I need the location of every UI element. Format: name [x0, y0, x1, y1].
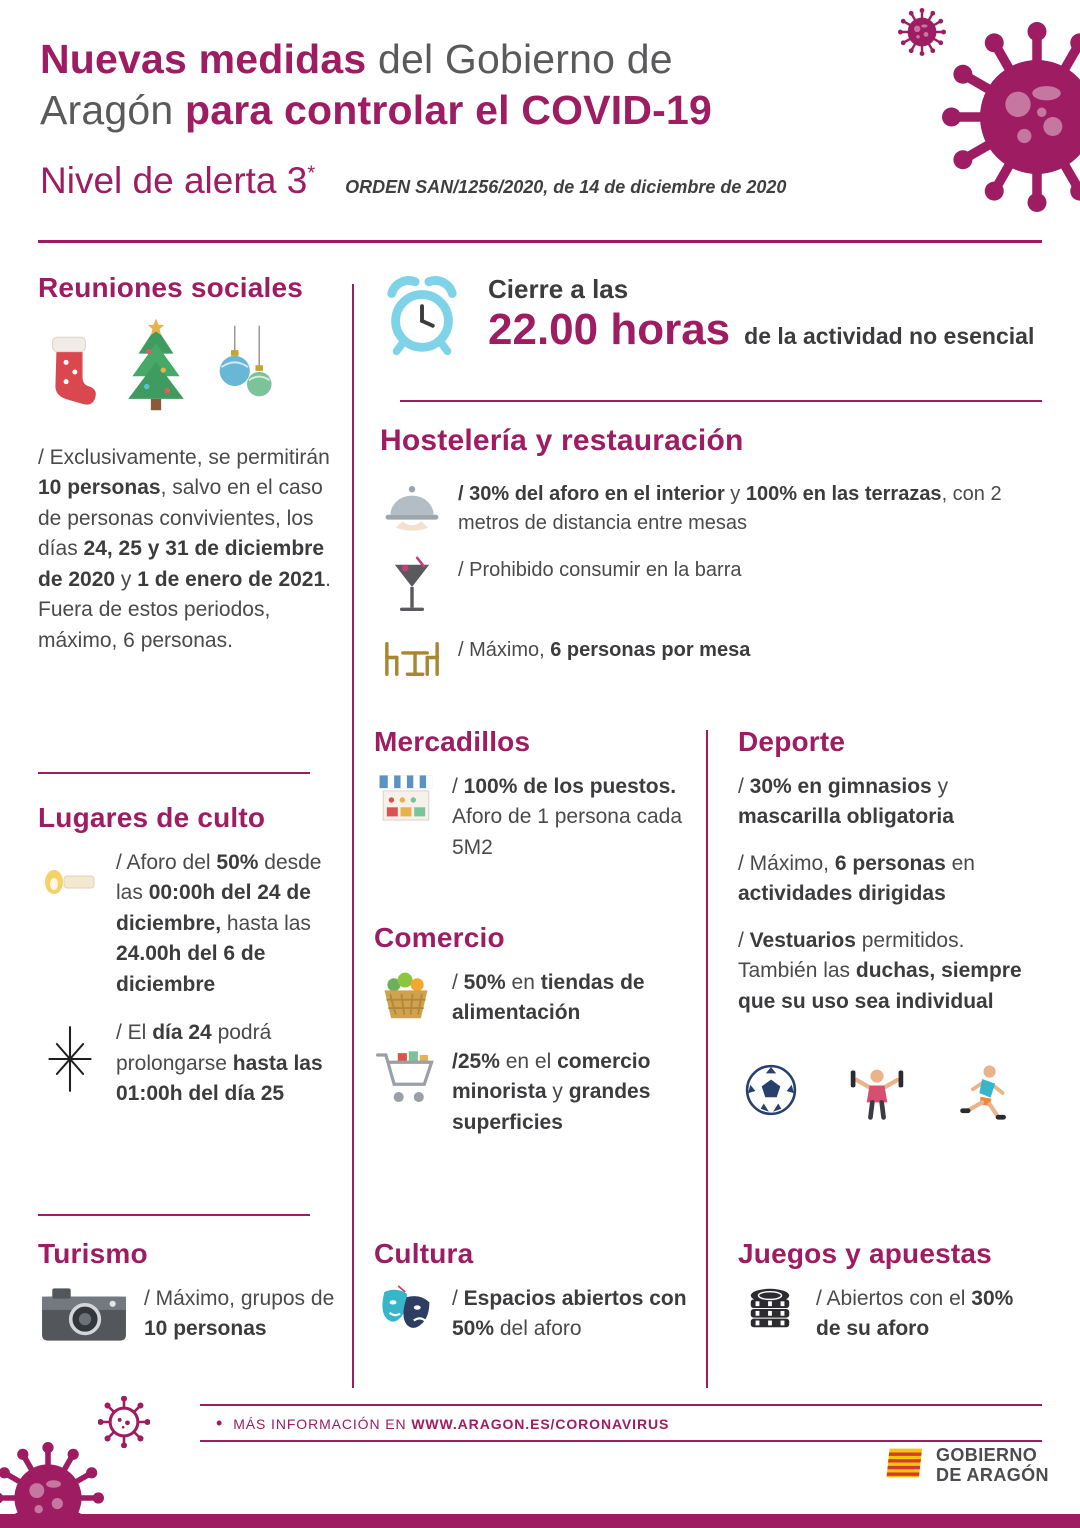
section-lugares-de-culto: [38, 802, 342, 1128]
christmas-tree-icon: [120, 318, 192, 419]
list-item: [38, 1018, 342, 1109]
section-hosteleria: [380, 424, 1042, 700]
section-title-hosteleria: Hostelería y restauración: [380, 424, 744, 457]
page-title-line1: Nuevas medidas del Gobierno de: [40, 36, 673, 82]
section-title-mercadillos: Mercadillos: [374, 726, 531, 757]
header-divider: [38, 240, 1042, 243]
list-item: [374, 1047, 688, 1138]
bullet-icon: •: [216, 1413, 224, 1433]
footer-divider-bottom: [200, 1440, 1042, 1442]
logo-text: [936, 1446, 1049, 1485]
section-reuniones-sociales: [38, 272, 338, 656]
christmas-icons-row: [40, 318, 338, 419]
section-comercio: [374, 922, 688, 1156]
candle-icon: [38, 862, 102, 902]
rule-text: / Abiertos con el 30% de su aforo: [816, 1287, 1014, 1341]
list-item: [374, 1284, 696, 1345]
list-item: [38, 848, 342, 1000]
theater-masks-icon: [374, 1284, 438, 1338]
closure-banner: [378, 272, 1042, 365]
serving-dish-icon: [380, 480, 444, 532]
cocktail-icon: [380, 556, 444, 618]
rule-text: / 50% en tiendas de alimentación: [452, 971, 645, 1025]
rule-text: / 100% de los puestos. Aforo de 1 persona cada 5M2: [452, 775, 682, 859]
order-reference: ORDEN SAN/1256/2020, de 14 de diciembre de 2020: [345, 176, 787, 197]
section-juegos-apuestas: [738, 1238, 1042, 1363]
shopping-cart-icon: [374, 1047, 438, 1105]
stocking-icon: [40, 330, 98, 419]
list-item: [380, 636, 1042, 682]
footer-divider-top: [200, 1404, 1042, 1406]
baubles-icon: [214, 324, 280, 419]
alert-level: Nivel de alerta 3*: [40, 159, 316, 201]
rule-text: / Máximo, 6 personas en actividades dirigidas: [738, 851, 975, 906]
virus-outline-icon: [98, 1396, 150, 1453]
left-divider-2: [38, 1214, 310, 1216]
camera-icon: [38, 1284, 130, 1344]
aragon-flag-icon: [884, 1446, 926, 1485]
star-icon: [38, 1024, 102, 1094]
logo-line1: GOBIERNO: [936, 1445, 1038, 1466]
section-title-deporte: Deporte: [738, 726, 846, 757]
left-divider-1: [38, 772, 310, 774]
food-basket-icon: [374, 968, 438, 1022]
closure-divider: [400, 400, 1042, 402]
section-mercadillos: [374, 726, 688, 881]
running-icon: [956, 1063, 1012, 1128]
closure-time: 22.00 horas: [488, 305, 731, 354]
section-cultura: [374, 1238, 696, 1363]
closure-lead: Cierre a las: [488, 274, 629, 304]
footer-info: [216, 1413, 1036, 1434]
virus-decoration-bottom: [0, 1390, 170, 1528]
section-title-reuniones: Reuniones sociales: [38, 272, 304, 303]
rule-text: /25% en el comercio minorista y grandes superficies: [452, 1049, 651, 1134]
alert-asterisk: *: [307, 162, 316, 185]
market-stall-icon: [374, 772, 438, 828]
footer-url-link[interactable]: WWW.ARAGON.ES/CORONAVIRUS: [411, 1415, 670, 1432]
rule-text: / 30% en gimnasios y mascarilla obligatoria: [738, 775, 954, 829]
sport-icons-row: [738, 1063, 1018, 1128]
alert-row: [40, 160, 880, 202]
footer-info-label: MÁS INFORMACIÓN EN: [233, 1415, 412, 1432]
list-item: [380, 556, 1042, 618]
bottom-accent-bar: [0, 1514, 1080, 1528]
header: [40, 34, 880, 202]
list-item: [374, 772, 688, 863]
reuniones-body: / Exclusivamente, se permitirán 10 personas, salvo en el caso de personas convivientes, los días 24, 25 y 31 de diciembre de 2020 y 1 de enero de 2021. Fuera de estos periodos, máximo, 6 personas.: [38, 446, 332, 652]
section-title-turismo: Turismo: [38, 1238, 148, 1269]
logo-line2: DE ARAGÓN: [936, 1464, 1049, 1485]
poker-chips-icon: [738, 1284, 802, 1334]
section-deporte: [738, 726, 1042, 1128]
list-item: [380, 480, 1042, 538]
list-item: [374, 968, 688, 1029]
virus-icon-small: [898, 8, 946, 61]
section-title-juegos: Juegos y apuestas: [738, 1238, 992, 1269]
virus-icon-large: [942, 22, 1080, 217]
weightlifting-icon: [847, 1063, 907, 1128]
rule-text: / Espacios abiertos con 50% del aforo: [452, 1287, 687, 1341]
column-divider-2: [706, 730, 708, 1388]
section-title-cultura: Cultura: [374, 1238, 474, 1269]
section-title-lugares: Lugares de culto: [38, 802, 266, 833]
gobierno-aragon-logo: [884, 1446, 1049, 1485]
rule-text: / 30% del aforo en el interior y 100% en las terrazas, con 2 metros de distancia entre mesas: [458, 483, 1002, 534]
alarm-clock-icon: [378, 272, 466, 365]
page-title-line2: Aragón para controlar el COVID-19: [40, 86, 712, 133]
rule-text: / Máximo, grupos de 10 personas: [144, 1287, 335, 1341]
footer-info-text: [233, 1416, 669, 1432]
section-title-comercio: Comercio: [374, 922, 505, 953]
section-turismo: [38, 1238, 342, 1363]
list-item: [738, 1284, 1042, 1345]
list-item: [38, 1284, 342, 1345]
column-divider-1: [352, 284, 354, 1388]
rule-text: / Máximo, 6 personas por mesa: [458, 639, 751, 661]
rule-text: / El día 24 podrá prolongarse hasta las 01:00h del día 25: [116, 1021, 323, 1106]
table-chairs-icon: [380, 636, 444, 682]
closure-text: [488, 272, 1034, 355]
rule-text: / Prohibido consumir en la barra: [458, 559, 742, 581]
rule-text: / Aforo del 50% desde las 00:00h del 24 de diciembre, hasta las 24.00h del 6 de diciembre: [116, 851, 322, 996]
closure-tail: de la actividad no esencial: [744, 323, 1035, 349]
rule-text: / Vestuarios permitidos. También las duchas, siempre que su uso sea individual: [738, 928, 1022, 1013]
soccer-ball-icon: [744, 1063, 798, 1128]
